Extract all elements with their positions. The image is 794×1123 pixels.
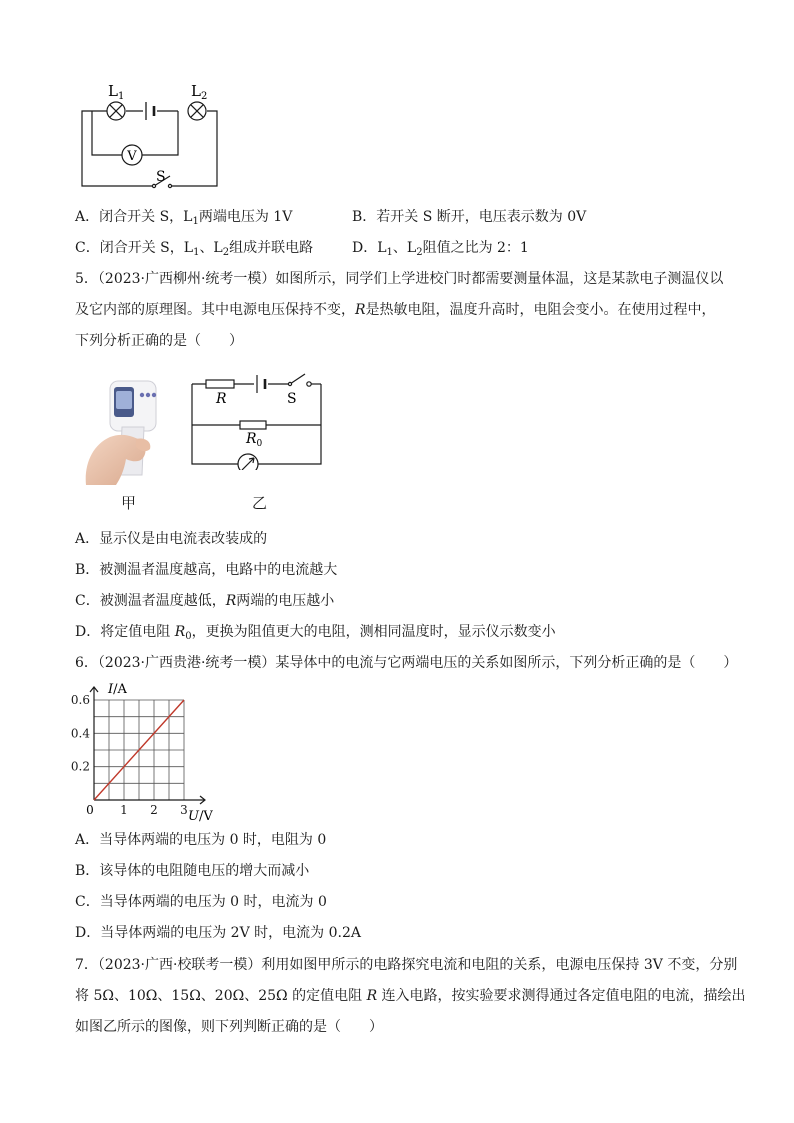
x-tick-label: 1 [120, 803, 128, 817]
x-tick-label: 2 [150, 803, 158, 817]
q5-option-b[interactable]: B．被测温者温度越高，电路中的电流越大 [75, 562, 338, 578]
y-tick-label: 0.4 [70, 726, 90, 741]
y-axis-label: I/A [108, 682, 127, 697]
q6-option-d[interactable]: D．当导体两端的电压为 2V 时，电流为 0.2A [75, 925, 361, 941]
y-tick-label: 0.6 [70, 693, 90, 707]
q4-circuit-diagram [70, 80, 230, 195]
label-l2: $L_2$ [191, 82, 208, 102]
q6-iu-chart [70, 678, 240, 826]
q4-option-d[interactable]: D．$L_1$、$L_2$阻值之比为 2：1 [352, 240, 529, 258]
label-r0: $R_0$ [246, 431, 263, 449]
q5-stem-line3: 下列分析正确的是（ ） [75, 333, 243, 349]
q6-option-c[interactable]: C．当导体两端的电压为 0 时，电流为 0 [75, 894, 327, 910]
q6-stem: 6．（2023·广西贵港·统考一模）某导体中的电流与它两端电压的关系如图所示，下列分析正确的是（ ） [75, 655, 738, 671]
origin-label: 0 [86, 803, 94, 817]
label-l1: $L_1$ [108, 82, 125, 102]
resistor-r-icon [206, 380, 234, 388]
label-r: R [216, 391, 227, 407]
switch-s-icon [288, 374, 311, 386]
q4-option-a[interactable]: A．闭合开关 S，$L_1$两端电压为 1V [75, 209, 293, 227]
q7-stem-line1: 7．（2023·广西·校联考一模）利用如图甲所示的电路探究电流和电阻的关系，电源电压保持 3V 不变，分别 [75, 957, 738, 973]
q5-option-c[interactable]: C．被测温者温度越低，R两端的电压越小 [75, 593, 335, 609]
y-tick-label: 0.2 [70, 759, 90, 774]
q4-option-b[interactable]: B．若开关 S 断开，电压表示数为 0V [352, 209, 587, 225]
thermometer-photo [80, 375, 170, 485]
q7-stem-line3: 如图乙所示的图像，则下列判断正确的是（ ） [75, 1019, 383, 1035]
q5-circuit-diagram [185, 370, 330, 470]
q4-option-c[interactable]: C．闭合开关 S，$L_1$、$L_2$组成并联电路 [75, 240, 314, 258]
q7-stem-line2: 将 5Ω、10Ω、15Ω、20Ω、25Ω 的定值电阻 R 连入电路，按实验要求测得通过各定值电阻的电流，描绘出 [75, 988, 746, 1004]
bulb-l1-icon [107, 102, 125, 120]
display-meter-icon [238, 454, 258, 470]
label-s: S [156, 169, 166, 185]
q6-option-a[interactable]: A．当导体两端的电压为 0 时，电阻为 0 [75, 832, 327, 848]
resistor-r0-icon [240, 421, 266, 429]
label-s: S [287, 391, 297, 407]
x-axis-label: U/V [188, 809, 213, 824]
q5-stem-line1: 5．（2023·广西柳州·统考一模）如图所示，同学们上学进校门时都需要测量体温，这是某款电子测温仪以 [75, 271, 724, 287]
q6-option-b[interactable]: B．该导体的电阻随电压的增大而减小 [75, 863, 310, 879]
q5-option-a[interactable]: A．显示仪是由电流表改装成的 [75, 531, 268, 547]
svg-text:V: V [127, 149, 137, 164]
q5-stem-line2: 及它内部的原理图。其中电源电压保持不变，R是热敏电阻，温度升高时，电阻会变小。在使用过程中， [75, 302, 716, 318]
bulb-l2-icon [188, 102, 206, 120]
x-tick-label: 3 [180, 803, 188, 817]
voltmeter-icon [122, 145, 142, 165]
circuit-caption: 乙 [252, 494, 268, 512]
photo-caption: 甲 [121, 494, 137, 512]
q5-option-d[interactable]: D．将定值电阻 $R_0$，更换为阻值更大的电阻，测相同温度时，显示仪示数变小 [75, 624, 556, 642]
